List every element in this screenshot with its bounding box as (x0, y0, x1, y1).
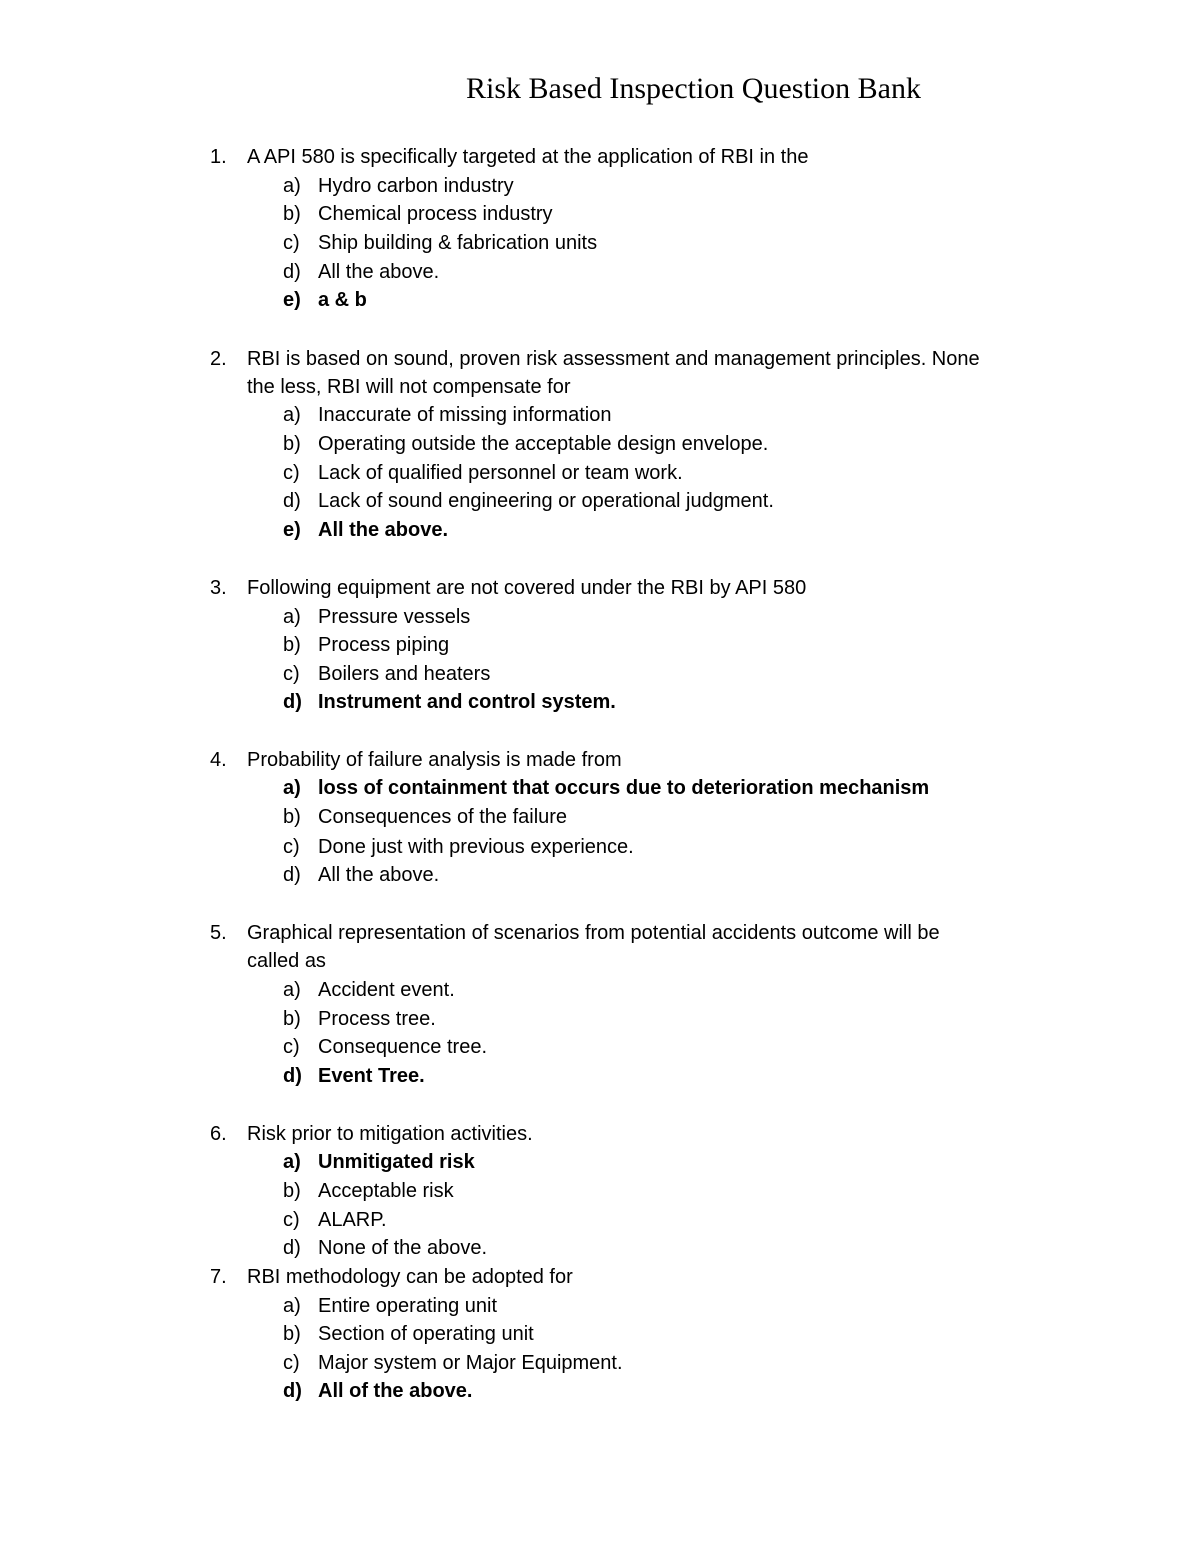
option-text: Done just with previous experience. (318, 836, 634, 858)
question-number: 6. (210, 1123, 227, 1145)
option-text: Process piping (318, 634, 450, 656)
option-text: Ship building & fabrication units (318, 232, 598, 254)
question-text: Risk prior to mitigation activities. (247, 1123, 533, 1145)
option-letter: b) (283, 1323, 301, 1345)
option-letter: d) (283, 1237, 301, 1259)
option-text: Consequences of the failure (318, 806, 568, 828)
option-letter: d) (283, 490, 301, 512)
answer-letter: d) (283, 1065, 302, 1087)
option-text: Consequence tree. (318, 1036, 488, 1058)
option-text: Operating outside the acceptable design envelope. (318, 433, 769, 455)
option-text: Hydro carbon industry (318, 175, 514, 197)
question-number: 7. (210, 1266, 227, 1288)
option-letter: c) (283, 462, 300, 484)
option-text: Lack of sound engineering or operational judgment. (318, 490, 774, 512)
question-text: Graphical representation of scenarios from potential accidents outcome will be (247, 922, 940, 944)
answer-letter: d) (283, 1380, 302, 1402)
answer-letter: e) (283, 519, 301, 541)
question-number: 5. (210, 922, 227, 944)
question-text: Probability of failure analysis is made from (247, 749, 622, 771)
answer-letter: a) (283, 777, 301, 799)
option-letter: a) (283, 979, 301, 1001)
answer-letter: a) (283, 1151, 301, 1173)
question-text: A API 580 is specifically targeted at the application of RBI in the (247, 146, 809, 168)
option-letter: c) (283, 663, 300, 685)
option-letter: b) (283, 1180, 301, 1202)
option-text: Accident event. (318, 979, 455, 1001)
question-text: RBI methodology can be adopted for (247, 1266, 573, 1288)
answer-text: All the above. (318, 519, 449, 541)
option-letter: b) (283, 806, 301, 828)
option-text: All the above. (318, 864, 440, 886)
option-letter: c) (283, 1036, 300, 1058)
option-letter: c) (283, 232, 300, 254)
answer-text: loss of containment that occurs due to deterioration mechanism (318, 777, 930, 799)
option-letter: a) (283, 404, 301, 426)
option-letter: d) (283, 261, 301, 283)
option-text: Pressure vessels (318, 606, 471, 628)
option-letter: b) (283, 203, 301, 225)
question-text: Following equipment are not covered under the RBI by API 580 (247, 577, 807, 599)
option-letter: c) (283, 1209, 300, 1231)
answer-text: All of the above. (318, 1380, 473, 1402)
option-text: Boilers and heaters (318, 663, 491, 685)
answer-text: Unmitigated risk (318, 1151, 475, 1173)
page-title: Risk Based Inspection Question Bank (466, 72, 921, 105)
answer-text: a & b (318, 289, 367, 311)
question-text: called as (247, 950, 326, 972)
option-text: Chemical process industry (318, 203, 553, 225)
question-text: RBI is based on sound, proven risk assessment and management principles. None (247, 348, 980, 370)
question-number: 1. (210, 146, 227, 168)
option-letter: b) (283, 634, 301, 656)
answer-letter: d) (283, 691, 302, 713)
option-letter: a) (283, 606, 301, 628)
question-number: 3. (210, 577, 227, 599)
option-letter: b) (283, 433, 301, 455)
option-text: None of the above. (318, 1237, 488, 1259)
answer-letter: e) (283, 289, 301, 311)
option-letter: c) (283, 1352, 300, 1374)
option-text: Section of operating unit (318, 1323, 534, 1345)
option-text: ALARP. (318, 1209, 387, 1231)
option-text: All the above. (318, 261, 440, 283)
question-number: 4. (210, 749, 227, 771)
option-text: Inaccurate of missing information (318, 404, 612, 426)
option-letter: a) (283, 175, 301, 197)
option-letter: c) (283, 836, 300, 858)
question-number: 2. (210, 348, 227, 370)
answer-text: Instrument and control system. (318, 691, 616, 713)
option-text: Acceptable risk (318, 1180, 454, 1202)
option-text: Entire operating unit (318, 1295, 498, 1317)
answer-text: Event Tree. (318, 1065, 425, 1087)
option-text: Process tree. (318, 1008, 436, 1030)
option-text: Lack of qualified personnel or team work. (318, 462, 683, 484)
question-text: the less, RBI will not compensate for (247, 376, 571, 398)
option-letter: b) (283, 1008, 301, 1030)
option-text: Major system or Major Equipment. (318, 1352, 623, 1374)
option-letter: a) (283, 1295, 301, 1317)
option-letter: d) (283, 864, 301, 886)
